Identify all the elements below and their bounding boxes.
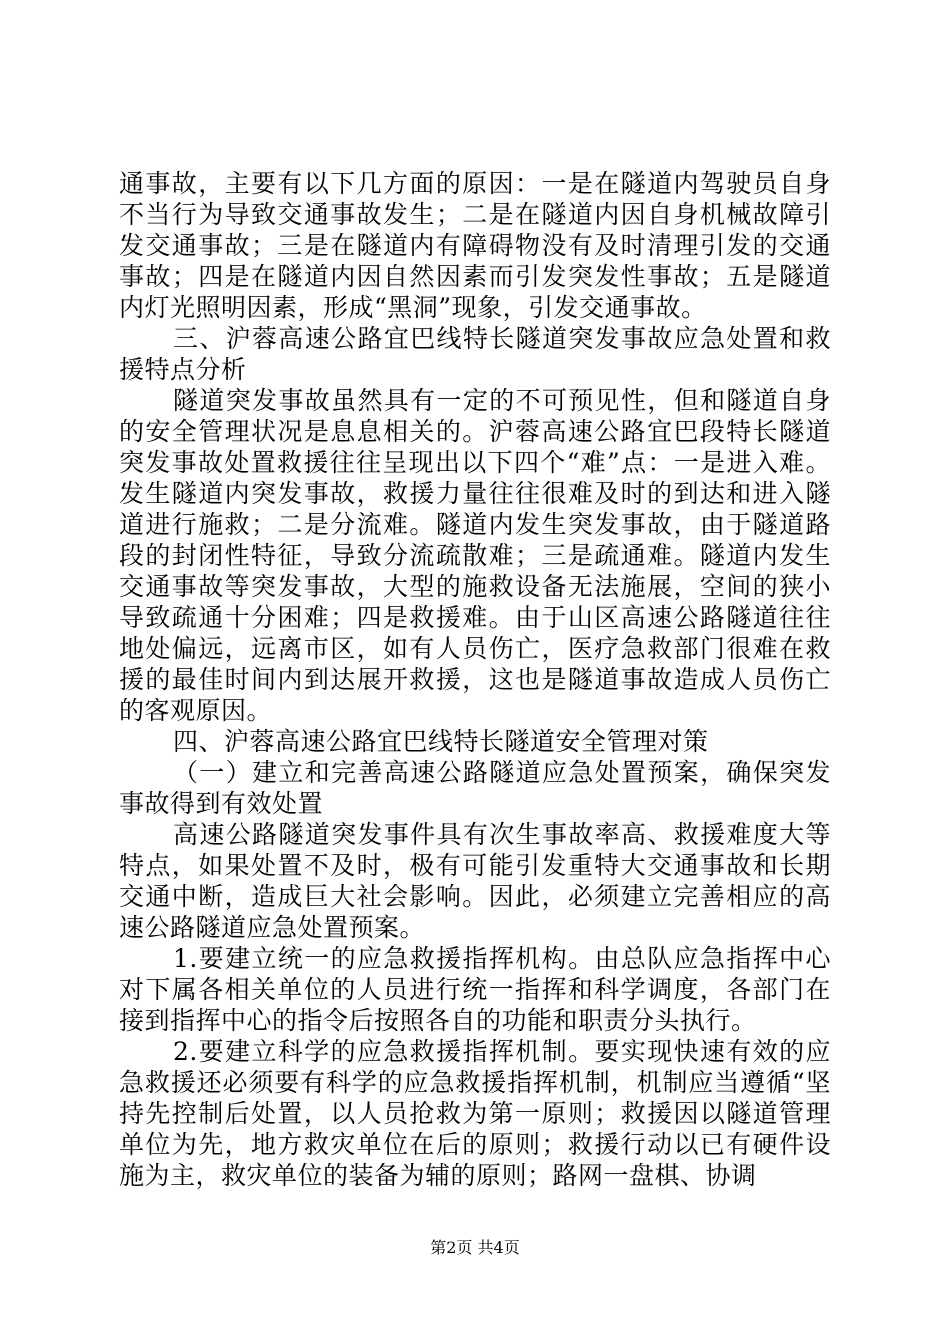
section-heading-3: 三、沪蓉高速公路宜巴线特长隧道突发事故应急处置和救援特点分析 <box>119 324 831 384</box>
paragraph-tunnel-difficulties: 隧道突发事故虽然具有一定的不可预见性，但和隧道自身的安全管理状况是息息相关的。沪蓉高速公路宜巴段特长隧道突发事故处置救援往往呈现出以下四个“难”点：一是进入难。发生隧道内突发事故，救援力量往往很难及时的到达和进入隧道进行施救；二是分流难。隧道内发生突发事故，由于隧道路段的封闭性特征，导致分流疏散难；三是疏通难。隧道内发生交通事故等突发事故，大型的施救设备无法施展，空间的狭小导致疏通十分困难；四是救援难。由于山区高速公路隧道往往地处偏远，远离市区，如有人员伤亡，医疗急救部门很难在救援的最佳时间内到达展开救援，这也是隧道事故造成人员伤亡的客观原因。 <box>119 386 831 725</box>
paragraph-emergency-plan: 高速公路隧道突发事件具有次生事故率高、救援难度大等特点，如果处置不及时，极有可能引发重特大交通事故和长期交通中断，造成巨大社会影响。因此，必须建立完善相应的高速公路隧道应急处置预案。 <box>119 820 831 942</box>
page-number-footer: 第2页 共4页 <box>430 1238 520 1257</box>
section-heading-4: 四、沪蓉高速公路宜巴线特长隧道安全管理对策 <box>173 727 709 756</box>
paragraph-continuation: 通事故，主要有以下几方面的原因：一是在隧道内驾驶员自身不当行为导致交通事故发生；二是在隧道内因自身机械故障引发交通事故；三是在隧道内有障碍物没有及时清理引发的交通事故；四是在隧道内因自然因素而引发突发性事故；五是隧道内灯光照明因素，形成“黑洞”现象，引发交通事故。 <box>119 169 831 322</box>
document-body <box>119 168 831 1191</box>
list-item-2: 2.要建立科学的应急救援指挥机制。要实现快速有效的应急救援还必须要有科学的应急救援指挥机制，机制应当遵循“坚持先控制后处置，以人员抢救为第一原则；救援因以隧道管理单位为先，地方救灾单位在后的原则；救援行动以已有硬件设施为主，救灾单位的装备为辅的原则；路网一盘棋、协调 <box>119 1037 831 1190</box>
subsection-heading-1: （一）建立和完善高速公路隧道应急处置预案，确保突发事故得到有效处置 <box>119 758 831 818</box>
list-item-1: 1.要建立统一的应急救援指挥机构。由总队应急指挥中心对下属各相关单位的人员进行统一指挥和科学调度，各部门在接到指挥中心的指令后按照各自的功能和职责分头执行。 <box>119 944 831 1035</box>
